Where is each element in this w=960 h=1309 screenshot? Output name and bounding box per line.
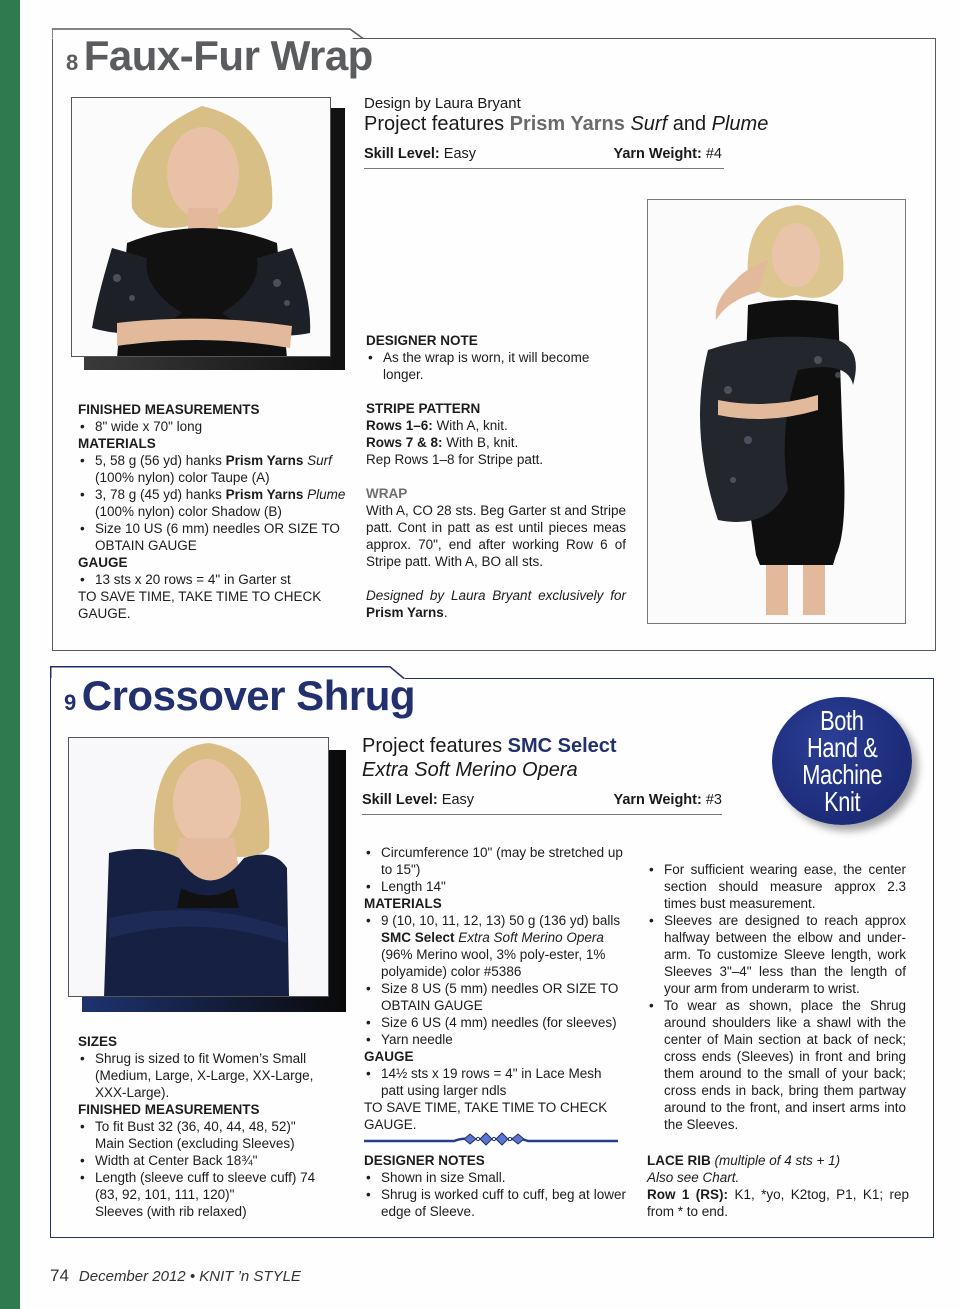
gauge-item: • 13 sts x 20 rows = 4" in Garter st: [78, 571, 348, 588]
wrap-heading: WRAP: [366, 486, 408, 501]
material-item: • Size 6 US (4 mm) needles (for sleeves): [364, 1014, 626, 1031]
gauge-item: • 14½ sts x 19 rows = 4" in Lace Mesh patt using larger ndls: [364, 1065, 626, 1099]
finished-measurement-item: • 8" wide x 70" long: [78, 418, 348, 435]
model-photo-icon: [72, 98, 331, 357]
section-number: 8: [66, 50, 78, 75]
designer-note-item: • For sufficient wearing ease, the center section should measure approx 2.3 times bust measurement.: [647, 861, 906, 912]
section-8-left-column: [78, 401, 348, 622]
material-item: • Size 8 US (5 mm) needles OR SIZE TO OBTAIN GAUGE: [364, 980, 626, 1014]
size-item: • Shrug is sized to fit Women’s Small (Medium, Large, X-Large, XX-Large, XXX-Large).: [78, 1050, 340, 1101]
material-item: • 5, 58 g (56 yd) hanks Prism Yarns Surf (100% nylon) color Taupe (A): [78, 452, 348, 486]
decorative-divider-icon: [364, 1131, 618, 1147]
section-9-right-column: [647, 861, 906, 1133]
yarn-name: Extra Soft Merino Opera: [362, 759, 578, 781]
project-features-yarn: [362, 758, 578, 782]
model-photo-icon: [69, 738, 329, 997]
gauge-heading: GAUGE: [78, 555, 128, 570]
yarn-weight: Yarn Weight: #4: [613, 146, 722, 162]
project-features: Project features SMC Select: [362, 735, 617, 757]
faux-fur-wrap-photo-front: [71, 97, 331, 357]
lace-rib-row-1: Row 1 (RS): K1, *yo, K2tog, P1, K1; rep from * to end.: [647, 1187, 910, 1219]
designer-note-heading: DESIGNER NOTE: [366, 333, 478, 348]
page-footer: [50, 1266, 301, 1286]
page-edge-color-bar: [0, 0, 20, 1309]
section-9-middle-column: [364, 844, 626, 1133]
designer-notes-heading: DESIGNER NOTES: [364, 1153, 485, 1168]
designer-note-item: • As the wrap is worn, it will become longer.: [366, 349, 626, 383]
stripe-repeat: Rep Rows 1–8 for Stripe patt.: [366, 452, 544, 467]
main-section-label: Main Section (excluding Sleeves): [95, 1136, 295, 1151]
yarn-name: Surf: [630, 113, 668, 135]
section-number: 9: [64, 690, 76, 715]
project-title: Faux-Fur Wrap: [83, 32, 373, 79]
designer-note-item: • Shrug is worked cuff to cuff, beg at lower edge of Sleeve.: [364, 1186, 626, 1220]
finished-measurements-heading: FINISHED MEASUREMENTS: [78, 402, 260, 417]
yarn-brand: SMC Select: [507, 735, 617, 757]
materials-heading: MATERIALS: [78, 436, 156, 451]
section-8-title: [66, 32, 373, 80]
material-item: • 3, 78 g (45 yd) hanks Prism Yarns Plume (100% nylon) color Shadow (B): [78, 486, 348, 520]
skill-yarn-row: [362, 792, 722, 815]
designer-note-item: • Shown in size Small.: [364, 1169, 626, 1186]
designer-notes-block: [364, 1152, 626, 1220]
finished-measurement-item: • To fit Bust 32 (36, 40, 44, 48, 52)": [78, 1118, 340, 1135]
stripe-pattern-heading: STRIPE PATTERN: [366, 401, 481, 416]
skill-yarn-row: [364, 146, 724, 169]
stripe-row: Rows 1–6: With A, knit.: [366, 418, 508, 433]
sleeves-label: Sleeves (with rib relaxed): [95, 1204, 247, 1219]
material-item: • Size 10 US (6 mm) needles OR SIZE TO OBTAIN GAUGE: [78, 520, 348, 554]
gauge-note: TO SAVE TIME, TAKE TIME TO CHECK GAUGE.: [78, 589, 322, 621]
finished-measurements-heading: FINISHED MEASUREMENTS: [78, 1102, 260, 1117]
yarn-name: Plume: [711, 113, 769, 135]
crossover-shrug-photo: [68, 737, 329, 997]
finished-measurement-item: • Length (sleeve cuff to sleeve cuff) 74 (83, 92, 101, 111, 120)": [78, 1169, 340, 1203]
section-9-left-column: [78, 1033, 340, 1220]
materials-heading: MATERIALS: [364, 896, 442, 911]
section-8-middle-column: [366, 332, 626, 621]
project-features: Project features Prism Yarns Surf and Plume: [364, 113, 769, 135]
material-item: • 9 (10, 10, 11, 12, 13) 50 g (136 yd) balls SMC Select Extra Soft Merino Opera (96% Merino wool, 3% poly-ester, 1% polyamide) color #5386: [364, 912, 626, 980]
designer-note-item: • To wear as shown, place the Shrug around shoulders like a shawl with the center of Main section at back of neck; cross ends (Sleeves) in front and bring them around to the small of your back; cross ends in back, bring them partway around to the front, and insert arms into the Sleeves.: [647, 997, 906, 1133]
lace-rib-heading: LACE RIB (multiple of 4 sts + 1): [647, 1153, 841, 1168]
skill-level: Skill Level: Easy: [362, 792, 475, 808]
publication-info: December 2012 • KNIT ’n STYLE: [78, 1268, 301, 1285]
designed-by-note: Designed by Laura Bryant exclusively for Prism Yarns.: [366, 588, 626, 620]
sleeve-measurement-item: • Circumference 10" (may be stretched up to 15"): [364, 844, 626, 878]
sleeve-measurement-item: • Length 14": [364, 878, 626, 895]
material-item: • Yarn needle: [364, 1031, 626, 1048]
faux-fur-wrap-photo-full: [647, 199, 906, 624]
designer-note-item: • Sleeves are designed to reach approx halfway between the elbow and under-arm. To customize Sleeve length, work Sleeves 3"–4" less than the length of your arm from underarm to wrist.: [647, 912, 906, 997]
wrap-instructions: With A, CO 28 sts. Beg Garter st and Stripe patt. Cont in patt as est until pieces meas approx. 70", end after working Row 6 of Stripe patt. With A, BO all sts.: [366, 503, 626, 569]
skill-level: Skill Level: Easy: [364, 146, 477, 162]
gauge-note: TO SAVE TIME, TAKE TIME TO CHECK GAUGE.: [364, 1100, 608, 1132]
gauge-heading: GAUGE: [364, 1049, 414, 1064]
hand-and-machine-knit-badge: Both Hand & Machine Knit: [772, 697, 912, 825]
yarn-brand: Prism Yarns: [509, 113, 625, 135]
designer-credit: Design by Laura Bryant: [364, 95, 521, 112]
lace-rib-block: [647, 1152, 909, 1220]
project-title: Crossover Shrug: [81, 672, 416, 719]
yarn-weight: Yarn Weight: #3: [613, 792, 722, 808]
page-number: 74: [50, 1266, 69, 1285]
stripe-row: Rows 7 & 8: With B, knit.: [366, 435, 519, 450]
lace-rib-chart-ref: Also see Chart.: [647, 1170, 740, 1185]
finished-measurement-item: • Width at Center Back 18¾": [78, 1152, 340, 1169]
model-photo-icon: [648, 200, 906, 624]
section-9-title: [64, 672, 415, 720]
sizes-heading: SIZES: [78, 1034, 118, 1049]
